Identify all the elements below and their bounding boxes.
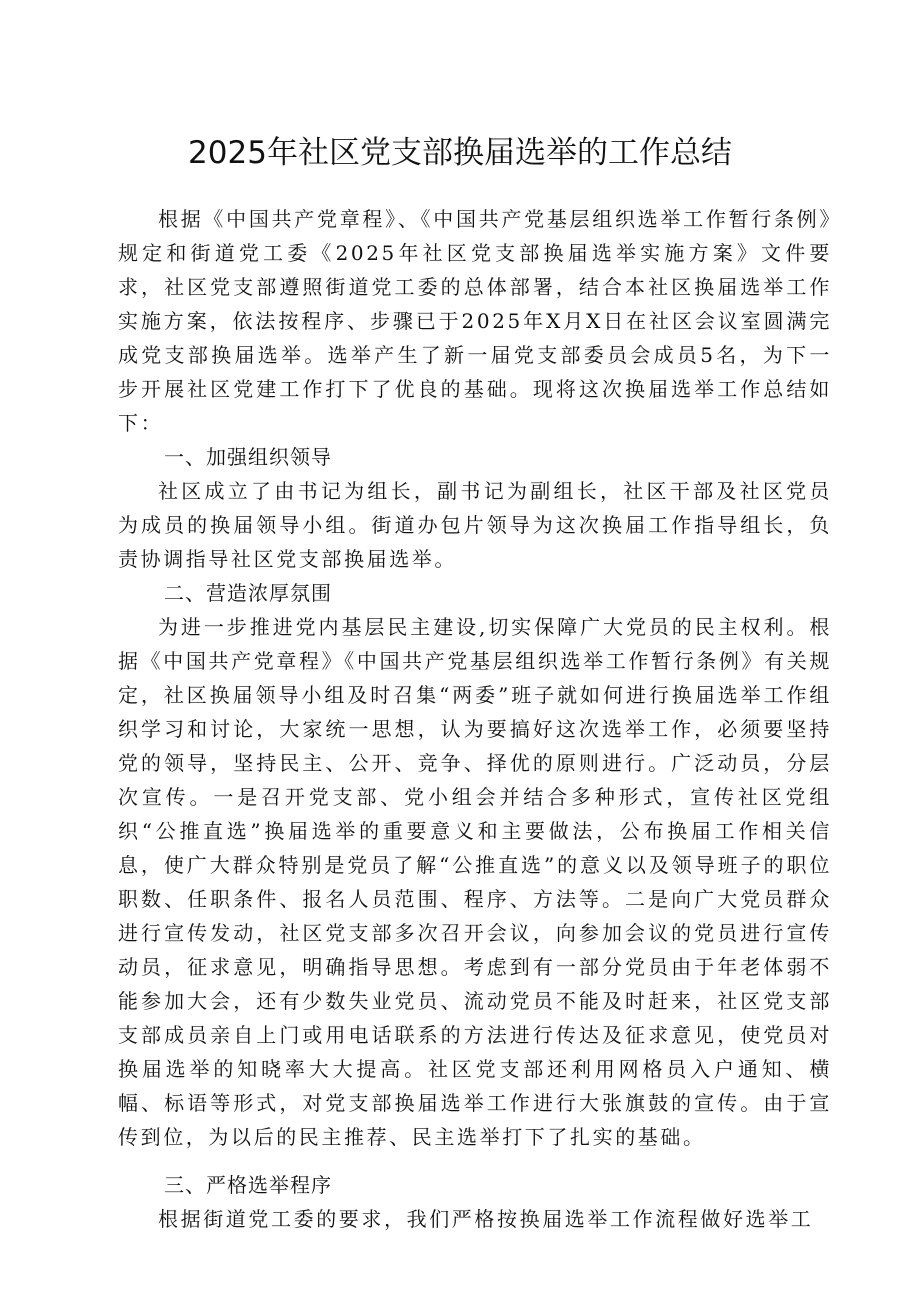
- document-body: [118, 202, 832, 1236]
- section-paragraph-3: 根据街道党工委的要求，我们严格按换届选举工作流程做好选举工: [158, 1207, 814, 1231]
- intro-paragraph: 根据《中国共产党章程》、《中国共产党基层组织选举工作暂行条例》规定和街道党工委《2025年社区党支部换届选举实施方案》文件要求，社区党支部遵照街道党工委的总体部署，结合本社区换届选举工作实施方案，依法按程序、步骤已于2025年X月X日在社区会议室圆满完成党支部换届选举。选举产生了新一届党支部委员会成员5名，为下一步开展社区党建工作打下了优良的基础。现将这次换届选举工作总结如下：: [118, 207, 832, 435]
- section-paragraph-1: 社区成立了由书记为组长，副书记为副组长，社区干部及社区党员为成员的换届领导小组。街道办包片领导为这次换届工作指导组长，负责协调指导社区党支部换届选举。: [118, 479, 832, 571]
- section-spacer: [118, 1154, 832, 1168]
- section-heading-1: 一、加强组织领导: [164, 445, 332, 469]
- section-paragraph-2: 为进一步推进党内基层民主建设,切实保障广大党员的民主权利。根据《中国共产党章程》《中国共产党基层组织选举工作暂行条例》有关规定，社区换届领导小组及时召集“两委”班子就如何进行换届选举工作组织学习和讨论，大家统一思想，认为要搞好这次选举工作，必须要坚持党的领导，坚持民主、公开、竞争、择优的原则进行。广泛动员，分层次宣传。一是召开党支部、党小组会并结合多种形式，宣传社区党组织“公推直选”换届选举的重要意义和主要做法，公布换届工作相关信息，使广大群众特别是党员了解“公推直选”的意义以及领导班子的职位职数、任职条件、报名人员范围、程序、方法等。二是向广大党员群众进行宣传发动，社区党支部多次召开会议，向参加会议的党员进行宣传动员，征求意见，明确指导思想。考虑到有一部分党员由于年老体弱不能参加大会，还有少数失业党员、流动党员不能及时赶来，社区党支部支部成员亲自上门或用电话联系的方法进行传达及征求意见，使党员对换届选举的知晓率大大提高。社区党支部还利用网格员入户通知、横幅、标语等形式，对党支部换届选举工作进行大张旗鼓的宣传。由于宣传到位，为以后的民主推荐、民主选举打下了扎实的基础。: [118, 615, 832, 1149]
- document-title: 2025年社区党支部换届选举的工作总结: [188, 135, 732, 171]
- section-heading-2: 二、营造浓厚氛围: [164, 581, 332, 605]
- section-heading-3: 三、严格选举程序: [164, 1173, 332, 1197]
